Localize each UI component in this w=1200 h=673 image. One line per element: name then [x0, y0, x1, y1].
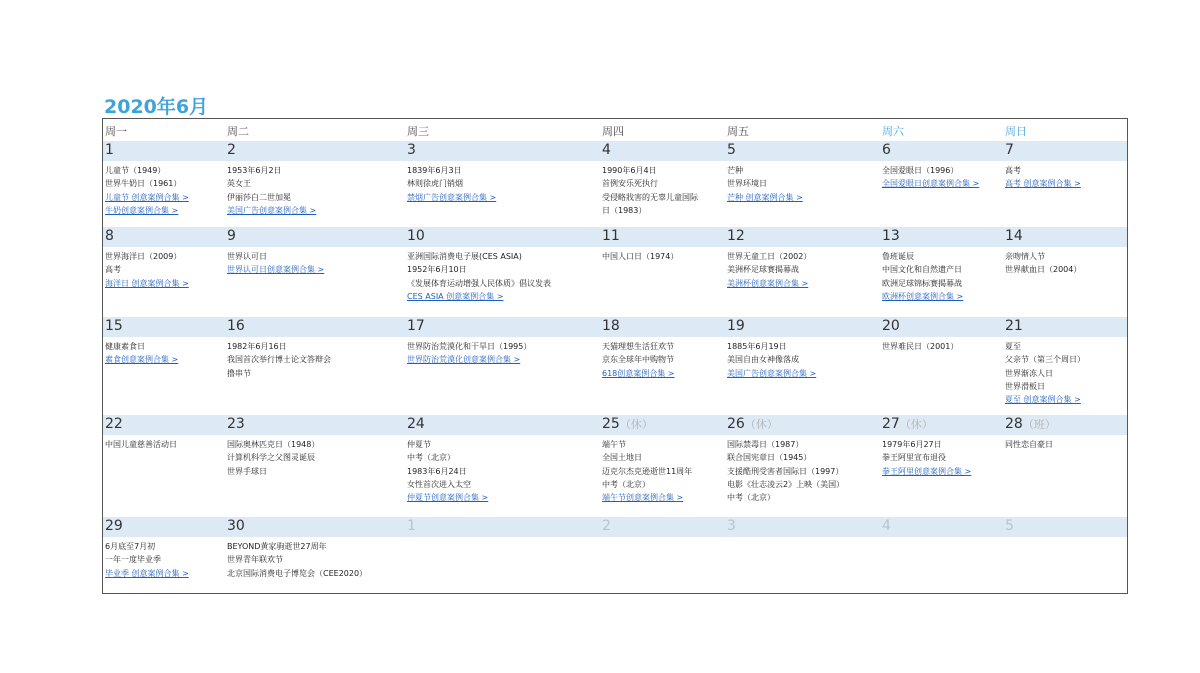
event-text: 国际禁毒日（1987） — [727, 440, 804, 449]
event-text: 美国自由女神像落成 — [727, 355, 799, 365]
weekday-label: 周三 — [407, 125, 429, 138]
holiday-badge: （班） — [1022, 418, 1056, 431]
weekday-label: 周日 — [1005, 125, 1027, 138]
day-events — [882, 164, 979, 191]
day-number-value: 12 — [727, 228, 745, 244]
case-collection-link[interactable]: 欧洲杯创意案例合集 > — [882, 291, 964, 301]
event-text: 世界牛奶日（1961） — [105, 179, 182, 189]
calendar-grid — [102, 118, 1128, 594]
day-number-value: 1 — [407, 518, 416, 534]
event-text: 父亲节（第三个周日） — [1005, 355, 1085, 365]
event-text: 受侵略戕害的无辜儿童国际 — [602, 192, 698, 202]
day-events — [602, 438, 692, 504]
day-number — [602, 228, 620, 244]
event-text: 女性首次进入太空 — [407, 479, 471, 489]
day-number-value: 8 — [105, 228, 114, 244]
event-text: BEYOND黄家驹逝世27周年 — [227, 542, 327, 551]
day-events — [105, 540, 189, 580]
day-number — [882, 518, 891, 534]
case-collection-link[interactable]: 毕业季 创意案例合集 > — [105, 568, 189, 578]
day-number — [407, 142, 416, 158]
day-number-value: 3 — [407, 142, 416, 158]
week-day-bar — [103, 141, 1127, 161]
case-collection-link[interactable]: 世界防治荒漠化创意案例合集 > — [407, 355, 521, 365]
event-text: 世界防治荒漠化和干旱日（1995） — [407, 342, 532, 351]
day-events — [1005, 250, 1081, 277]
day-number — [105, 142, 114, 158]
event-text: 世界手球日 — [227, 466, 267, 476]
event-text: 我国首次举行博士论文答辩会 — [227, 355, 331, 365]
event-text: 中国文化和自然遗产日 — [882, 265, 962, 275]
day-events — [727, 250, 811, 290]
event-text: 1953年6月2日 — [227, 166, 282, 175]
day-number-value: 19 — [727, 318, 745, 334]
day-number-value: 14 — [1005, 228, 1023, 244]
day-events — [727, 164, 803, 204]
event-text: 仲夏节 — [407, 440, 431, 449]
event-text: 亚洲国际消费电子展(CES ASIA) — [407, 252, 522, 261]
event-text: 健康素食日 — [105, 342, 145, 351]
event-text: 1990年6月4日 — [602, 166, 657, 175]
event-text: 亲吻情人节 — [1005, 252, 1045, 261]
day-number-value: 7 — [1005, 142, 1014, 158]
day-number-value: 11 — [602, 228, 620, 244]
event-text: 儿童节（1949） — [105, 166, 166, 175]
day-events — [407, 438, 488, 504]
day-number-value: 3 — [727, 518, 736, 534]
event-text: 英女王 — [227, 179, 251, 189]
day-events — [105, 340, 178, 367]
day-number-value: 5 — [1005, 518, 1014, 534]
day-number-value: 16 — [227, 318, 245, 334]
day-events — [105, 164, 189, 217]
day-events — [882, 340, 958, 353]
case-collection-link[interactable]: 美洲杯创意案例合集 > — [727, 278, 809, 288]
event-text: 中国人口日（1974） — [602, 252, 679, 261]
day-events — [227, 438, 319, 478]
event-text: 迈克尔杰克逊逝世11周年 — [602, 466, 693, 476]
day-number — [407, 228, 425, 244]
event-text: 1952年6月10日 — [407, 265, 467, 275]
event-text: 林则徐虎门销烟 — [407, 179, 463, 189]
day-number — [727, 416, 778, 432]
day-events — [1005, 340, 1085, 406]
day-number-value: 22 — [105, 416, 123, 432]
event-text: 天猫理想生活狂欢节 — [602, 342, 674, 351]
calendar-title: 2020年6月 — [104, 96, 209, 118]
event-text: 高考 — [105, 265, 121, 275]
day-number — [727, 228, 745, 244]
event-text: 1839年6月3日 — [407, 166, 462, 175]
event-text: 6月底至7月初 — [105, 542, 156, 551]
day-number — [882, 228, 900, 244]
day-number-value: 17 — [407, 318, 425, 334]
event-text: 全国土地日 — [602, 453, 642, 463]
day-number-value: 23 — [227, 416, 245, 432]
case-collection-link[interactable]: 芒种 创意案例合集 > — [727, 192, 803, 202]
day-number — [227, 416, 245, 432]
day-number — [407, 318, 425, 334]
event-text: 中考（北京） — [727, 493, 775, 503]
day-number — [407, 416, 425, 432]
event-text: 鲁班诞辰 — [882, 252, 914, 261]
weekday-header — [103, 119, 1127, 141]
event-text: 中国儿童慈善活动日 — [105, 440, 177, 449]
day-number — [105, 518, 123, 534]
day-events — [407, 250, 551, 303]
day-events — [105, 250, 189, 290]
event-text: 计算机科学之父图灵诞辰 — [227, 453, 315, 463]
event-text: 1982年6月16日 — [227, 342, 287, 351]
case-collection-link[interactable]: 夏至 创意案例合集 > — [1005, 395, 1081, 405]
event-text: 1885年6月19日 — [727, 342, 787, 351]
event-text: 世界滑板日 — [1005, 381, 1045, 391]
event-text: 高考 — [1005, 166, 1021, 175]
event-text: 世界渐冻人日 — [1005, 368, 1053, 378]
day-events — [227, 164, 316, 217]
holiday-badge: （休） — [619, 418, 653, 431]
day-number — [1005, 142, 1014, 158]
case-collection-link[interactable]: 儿童节 创意案例合集 > — [105, 192, 189, 202]
event-text: 世界青年联欢节 — [227, 555, 283, 565]
case-collection-link[interactable]: 618创意案例合集 > — [602, 368, 675, 378]
day-number — [727, 518, 736, 534]
event-text: 中考（北京） — [602, 479, 650, 489]
event-text: 世界无童工日（2002） — [727, 252, 812, 261]
case-collection-link[interactable]: 世界认可日创意案例合集 > — [227, 265, 325, 275]
day-events — [407, 164, 496, 204]
case-collection-link[interactable]: 高考 创意案例合集 > — [1005, 179, 1081, 189]
event-text: 电影《壮志凌云2》上映（美国） — [727, 479, 845, 489]
event-text: 拳王阿里宣布退役 — [882, 453, 946, 463]
event-text: 京东全球年中购物节 — [602, 355, 674, 365]
day-number-value: 30 — [227, 518, 245, 534]
day-number — [602, 518, 611, 534]
holiday-badge: （休） — [744, 418, 778, 431]
day-number — [105, 318, 123, 334]
day-events — [227, 540, 367, 580]
day-number-value: 10 — [407, 228, 425, 244]
day-number-value: 6 — [882, 142, 891, 158]
day-number-value: 25 — [602, 416, 620, 432]
event-text: 美洲杯足球赛揭幕战 — [727, 265, 799, 275]
event-text: 伊丽莎白二世加冕 — [227, 192, 291, 202]
week-day-bar — [103, 517, 1127, 537]
event-text: 世界难民日（2001） — [882, 342, 959, 351]
case-collection-link[interactable]: 仲夏节创意案例合集 > — [407, 493, 489, 503]
day-events — [105, 438, 177, 451]
day-events — [227, 340, 331, 380]
day-number-value: 1 — [105, 142, 114, 158]
weekday-label: 周四 — [602, 125, 624, 138]
day-events — [602, 164, 698, 217]
event-text: 端午节 — [602, 440, 626, 449]
day-number-value: 4 — [602, 142, 611, 158]
day-number — [602, 416, 653, 432]
event-text: 全国爱眼日（1996） — [882, 166, 959, 175]
case-collection-link[interactable]: 全国爱眼日创意案例合集 > — [882, 179, 980, 189]
day-number-value: 28 — [1005, 416, 1023, 432]
day-number — [882, 318, 900, 334]
event-text: 首例安乐死执行 — [602, 179, 658, 189]
weekday-label: 周一 — [105, 125, 127, 138]
day-number — [602, 142, 611, 158]
day-number — [227, 142, 236, 158]
day-number-value: 21 — [1005, 318, 1023, 334]
event-text: 撸串节 — [227, 368, 251, 378]
day-events — [1005, 438, 1053, 451]
day-number-value: 2 — [602, 518, 611, 534]
day-events — [1005, 164, 1081, 191]
event-text: 北京国际消费电子博览会（CEE2020） — [227, 568, 368, 578]
holiday-badge: （休） — [899, 418, 933, 431]
day-number — [1005, 518, 1014, 534]
day-number-value: 29 — [105, 518, 123, 534]
day-number-value: 4 — [882, 518, 891, 534]
event-text: 欧洲足球锦标赛揭幕战 — [882, 278, 962, 288]
day-events — [882, 438, 971, 478]
day-number — [407, 518, 416, 534]
day-number — [1005, 416, 1056, 432]
day-number-value: 13 — [882, 228, 900, 244]
event-text: 同性恋自豪日 — [1005, 440, 1053, 449]
day-number — [1005, 228, 1023, 244]
weekday-label: 周五 — [727, 125, 749, 138]
day-events — [227, 250, 324, 277]
day-number — [602, 318, 620, 334]
event-text: 世界环境日 — [727, 179, 767, 189]
day-number-value: 20 — [882, 318, 900, 334]
case-collection-link[interactable]: 素食创意案例合集 > — [105, 355, 179, 365]
day-number — [882, 416, 933, 432]
event-text: 一年一度毕业季 — [105, 555, 161, 565]
day-number — [1005, 318, 1023, 334]
event-text: 支援酷刑受害者国际日（1997） — [727, 466, 844, 476]
case-collection-link[interactable]: CES ASIA 创意案例合集 > — [407, 291, 504, 301]
day-number-value: 27 — [882, 416, 900, 432]
event-text: 世界海洋日（2009） — [105, 252, 182, 261]
event-text: 1983年6月24日 — [407, 466, 467, 476]
weekday-label: 周六 — [882, 125, 904, 138]
day-number-value: 2 — [227, 142, 236, 158]
day-number — [227, 518, 245, 534]
day-events — [727, 438, 844, 504]
case-collection-link[interactable]: 牛奶创意案例合集 > — [105, 205, 179, 215]
event-text: 日（1983） — [602, 205, 647, 215]
day-events — [882, 250, 963, 303]
day-number-value: 15 — [105, 318, 123, 334]
day-number-value: 24 — [407, 416, 425, 432]
case-collection-link[interactable]: 美国广告创意案例合集 > — [227, 205, 317, 215]
day-number — [882, 142, 891, 158]
day-number-value: 26 — [727, 416, 745, 432]
weekday-label: 周二 — [227, 125, 249, 138]
case-collection-link[interactable]: 端午节创意案例合集 > — [602, 493, 684, 503]
day-number — [727, 318, 745, 334]
event-text: 世界认可日 — [227, 252, 267, 261]
event-text: 芒种 — [727, 166, 743, 175]
day-number-value: 9 — [227, 228, 236, 244]
day-number — [727, 142, 736, 158]
case-collection-link[interactable]: 禁烟广告创意案例合集 > — [407, 192, 497, 202]
event-text: 夏至 — [1005, 342, 1021, 351]
day-events — [602, 340, 675, 380]
day-number — [105, 228, 114, 244]
day-number-value: 5 — [727, 142, 736, 158]
day-events — [602, 250, 678, 263]
day-number — [227, 318, 245, 334]
day-number-value: 18 — [602, 318, 620, 334]
event-text: 联合国宪章日（1945） — [727, 453, 812, 463]
case-collection-link[interactable]: 拳王阿里创意案例合集 > — [882, 466, 972, 476]
event-text: 中考（北京） — [407, 453, 455, 463]
event-text: 国际奥林匹克日（1948） — [227, 440, 320, 449]
day-number — [105, 416, 123, 432]
day-number — [227, 228, 236, 244]
case-collection-link[interactable]: 海洋日 创意案例合集 > — [105, 278, 189, 288]
event-text: 1979年6月27日 — [882, 440, 942, 449]
case-collection-link[interactable]: 美国广告创意案例合集 > — [727, 368, 817, 378]
day-events — [407, 340, 531, 367]
day-events — [727, 340, 816, 380]
event-text: 《发展体育运动增强人民体质》倡议发表 — [407, 278, 551, 288]
event-text: 世界献血日（2004） — [1005, 265, 1082, 275]
